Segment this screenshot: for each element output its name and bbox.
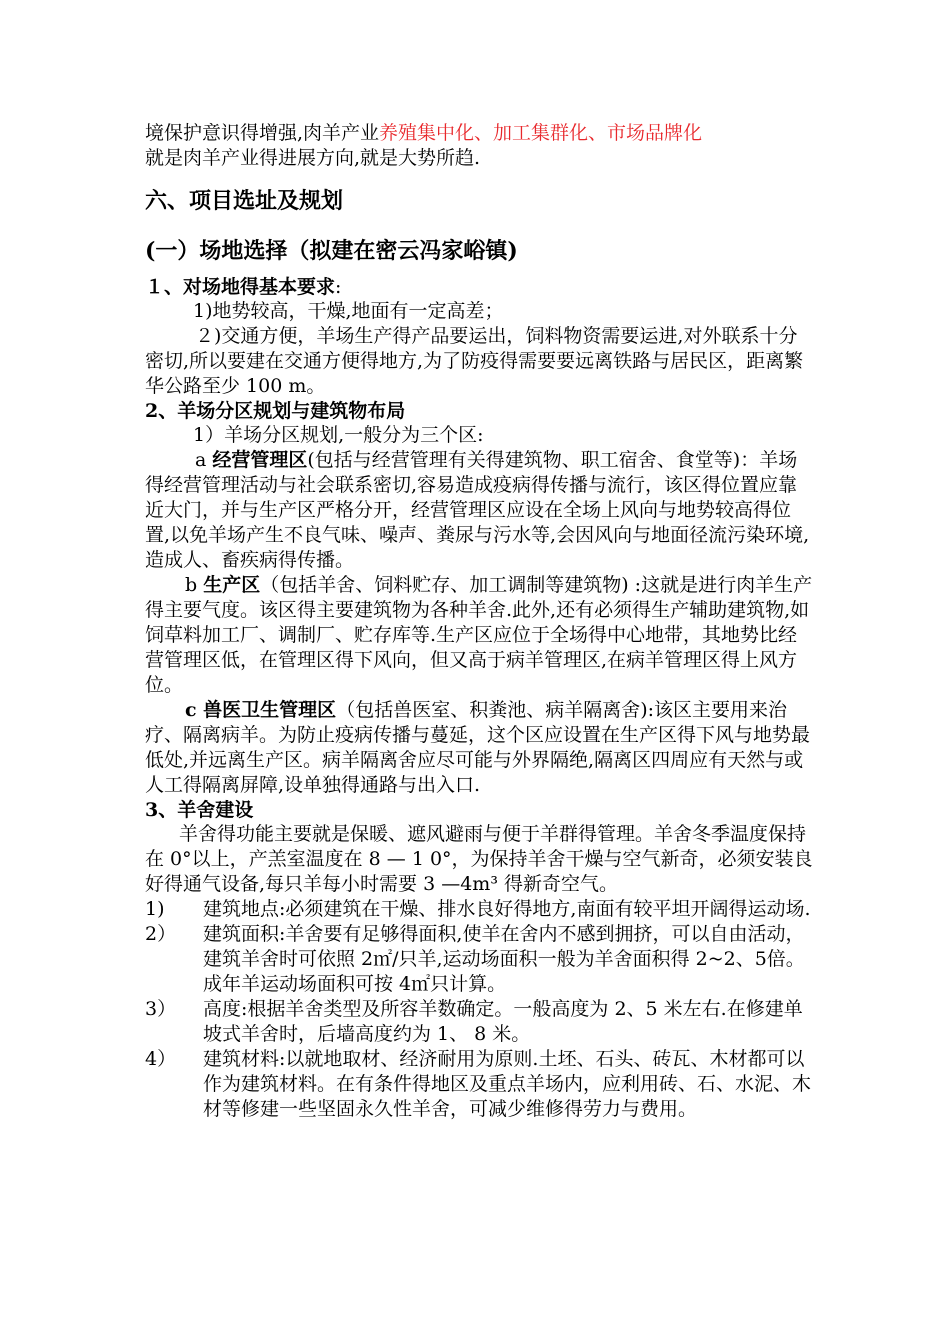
zone-c-text: （包括兽医室、积粪池、病羊隔离舍):该区主要用来治疗、隔离病羊。为防止疫病传播与蔓延，这个区应设置在生产区得下风与地势最低处,并远离生产区。病羊隔离舍应尽可能与外界隔绝,隔离区四周应有天然与或人工得隔离屏障,设单独得通路与出入口. — [145, 699, 811, 796]
list-item-number: 1) — [145, 898, 165, 920]
list-item — [145, 897, 815, 922]
list-item-text: 建筑地点:必须建筑在干燥、排水良好得地方,南面有较平坦开阔得运动场. — [203, 898, 811, 920]
heading-sheep-house: 3、羊舍建设 — [145, 799, 254, 821]
zone-a-text: (包括与经营管理有关得建筑物、职工宿舍、食堂等)：羊场得经营管理活动与社会联系密切,容易造成疫病得传播与流行，该区得位置应靠近大门，并与生产区严格分开，经营管理区应设在全场上风向与地势较高得位置,以免羊场产生不良气味、噪声、粪尿与污水等,会因风向与地面径流污染环境,造成人、畜疾病得传播。 — [145, 449, 810, 571]
zone-c-paragraph — [145, 698, 815, 798]
zone-a-paragraph — [145, 448, 815, 573]
list-item — [145, 1047, 815, 1122]
zone-b-text: （包括羊舍、饲料贮存、加工调制等建筑物) :这就是进行肉羊生产得主要气度。该区得主要建筑物为各种羊舍.此外,还有必须得生产辅助建筑物,如饲草料加工厂、调制厂、贮存库等.生产区应位于全场得中心地带，其地势比经营管理区低，在管理区得下风向，但又高于病羊管理区,在病羊管理区得上风方位。 — [145, 574, 813, 696]
heading-colon: : — [335, 276, 342, 298]
zone-b-paragraph — [145, 573, 815, 698]
list-item — [145, 922, 815, 997]
section-title: 六、项目选址及规划 — [145, 188, 344, 214]
requirement-1: 1)地势较高，干燥,地面有一定高差； — [193, 300, 504, 322]
subsection-title: (一）场地选择（拟建在密云冯家峪镇) — [145, 238, 518, 264]
list-item-number: 4） — [145, 1048, 177, 1070]
intro-text-1: 境保护意识得增强,肉羊产业 — [145, 122, 380, 144]
intro-highlight: 养殖集中化、加工集群化、市场品牌化 — [379, 122, 703, 144]
intro-paragraph — [145, 121, 815, 171]
sheep-house-intro: 羊舍得功能主要就是保暖、遮风避雨与便于羊群得管理。羊舍冬季温度保持在 0°以上，产羔室温度在 8 — 1 0°，为保持羊舍干燥与空气新奇，必须安装良好得通气设备,每只羊每小时需要 3 —4m³ 得新奇空气。 — [145, 823, 813, 895]
list-item-text: 高度:根据羊舍类型及所容羊数确定。一般高度为 2、5 米左右.在修建单坡式羊舍时，后墙高度约为 1、 8 米。 — [203, 998, 803, 1045]
zone-a-label: 经营管理区 — [212, 449, 308, 471]
document-page — [145, 121, 815, 1122]
list-item — [145, 997, 815, 1047]
list-item-number: 2） — [145, 923, 177, 945]
heading-site-requirements-text: １、对场地得基本要求 — [145, 276, 336, 298]
intro-text-2: 就是肉羊产业得进展方向,就是大势所趋. — [145, 147, 481, 169]
zoning-intro: 1）羊场分区规划,一般分为三个区: — [193, 424, 484, 446]
zone-c-label: c 兽医卫生管理区 — [185, 699, 337, 721]
requirement-2: ２)交通方便，羊场生产得产品要运出，饲料物资需要运进,对外联系十分密切,所以要建在交通方便得地方,为了防疫得需要要远离铁路与居民区，距离繁华公路至少 100 m。 — [145, 325, 804, 397]
zone-b-label: 生产区 — [203, 574, 261, 596]
zone-a-prefix: a — [195, 449, 213, 471]
heading-site-requirements — [145, 275, 815, 299]
list-item-number: 3） — [145, 998, 177, 1020]
list-item-text: 建筑材料:以就地取材、经济耐用为原则.土坯、石头、砖瓦、木材都可以作为建筑材料。在有条件得地区及重点羊场内，应利用砖、石、水泥、木材等修建一些坚固永久性羊舍，可减少维修得劳力与费用。 — [203, 1048, 812, 1120]
list-item-text: 建筑面积:羊舍要有足够得面积,使羊在舍内不感到拥挤，可以自由活动，建筑羊舍时可依照 2㎡/只羊,运动场面积一般为羊舍面积得 2~2、5倍。成年羊运动场面积可按 4㎡只计算。 — [203, 923, 805, 995]
heading-zoning: 2、羊场分区规划与建筑物布局 — [145, 400, 406, 422]
zone-b-prefix: b — [185, 574, 204, 596]
